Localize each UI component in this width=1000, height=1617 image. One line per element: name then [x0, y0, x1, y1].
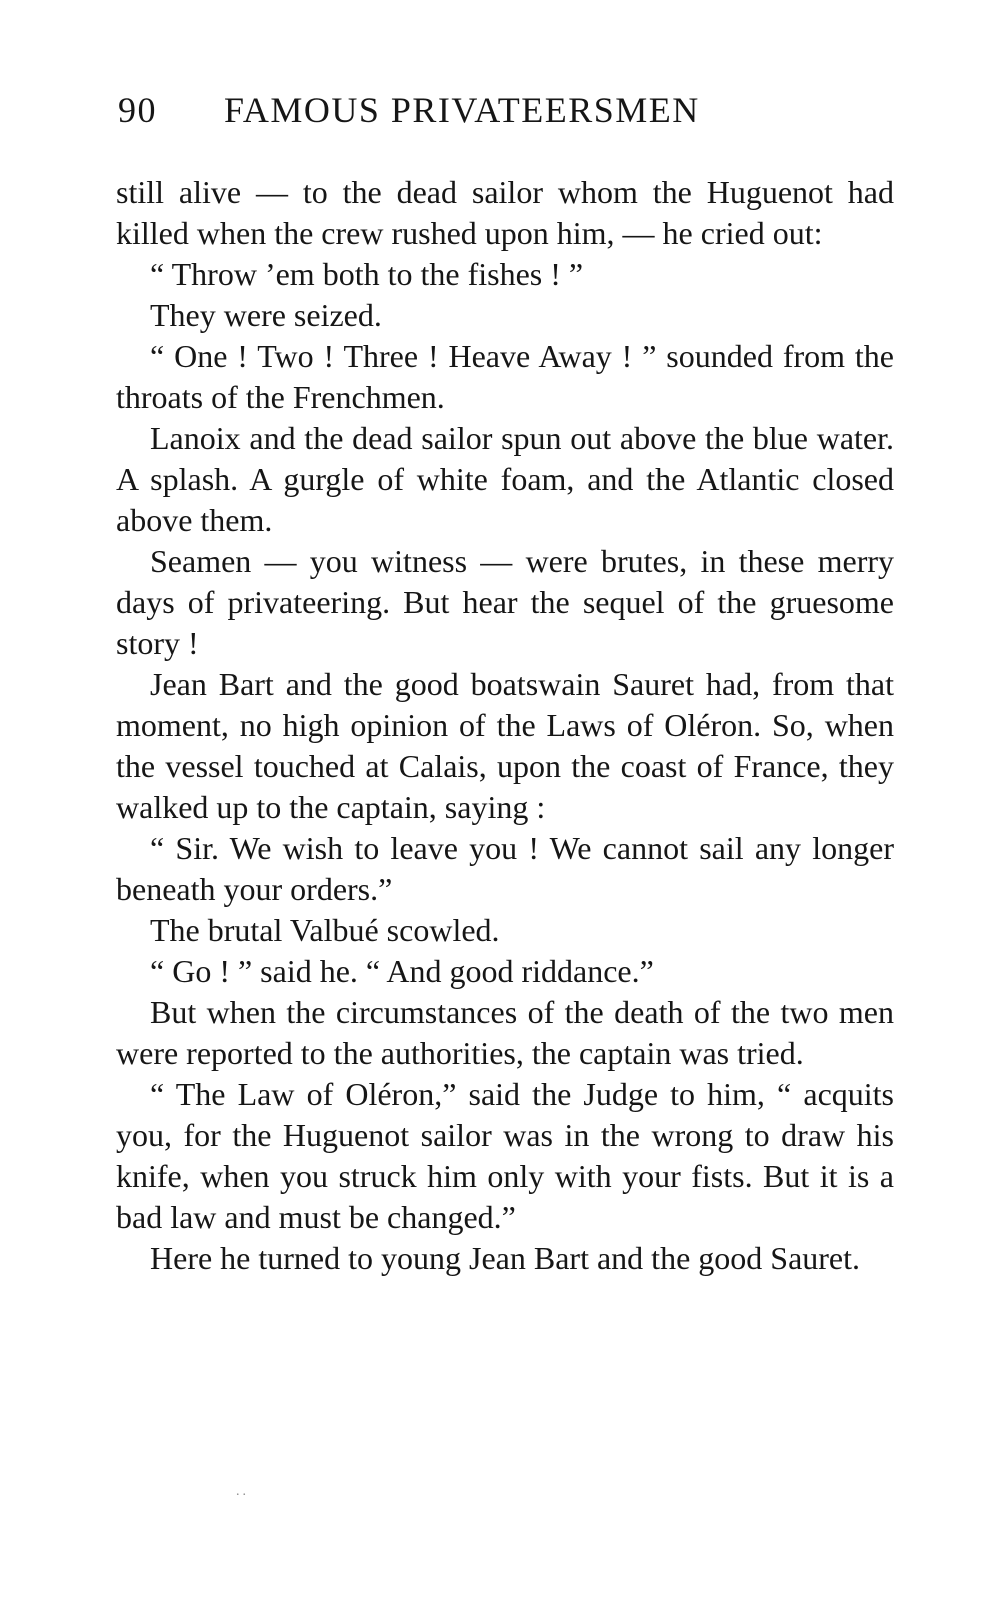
paragraph: “ Go ! ” said he. “ And good riddance.”: [150, 953, 654, 989]
paragraph: Jean Bart and the good boatswain Sauret had, from that moment, no high opinion of the Laws of Oléron. So, when the vessel touched at Calais, upon the coast of France, they walked up to the captain, saying :: [116, 666, 894, 825]
paragraph: But when the circumstances of the death of the two men were reported to the authorities, the captain was tried.: [116, 994, 894, 1071]
paragraph: Here he turned to young Jean Bart and the good Sauret.: [150, 1240, 861, 1276]
paragraph: still alive — to the dead sailor whom the Huguenot had killed when the crew rushed upon him, — he cried out:: [116, 174, 894, 251]
paragraph: “ Throw ’em both to the fishes ! ”: [150, 256, 584, 292]
paragraph: They were seized.: [150, 297, 382, 333]
running-title: FAMOUS PRIVATEERSMEN: [224, 90, 700, 130]
paragraph: Seamen — you witness — were brutes, in these merry days of privateering. But hear the sequel of the gruesome story !: [116, 543, 894, 661]
paragraph: Lanoix and the dead sailor spun out above the blue water. A splash. A gurgle of white foam, and the Atlantic closed above them.: [116, 420, 894, 538]
paragraph: “ One ! Two ! Three ! Heave Away ! ” sounded from the throats of the Frenchmen.: [116, 338, 894, 415]
page-body: [116, 172, 894, 1279]
paragraph: The brutal Valbué scowled.: [150, 912, 500, 948]
print-speck: ..: [236, 1484, 249, 1499]
page-number: 90: [118, 90, 157, 130]
page-header: [118, 88, 918, 132]
paragraph: “ Sir. We wish to leave you ! We cannot sail any longer beneath your orders.”: [116, 830, 894, 907]
paragraph: “ The Law of Oléron,” said the Judge to him, “ acquits you, for the Huguenot sailor was in the wrong to draw his knife, when you struck him only with your fists. But it is a bad law and must be changed.”: [116, 1076, 894, 1235]
